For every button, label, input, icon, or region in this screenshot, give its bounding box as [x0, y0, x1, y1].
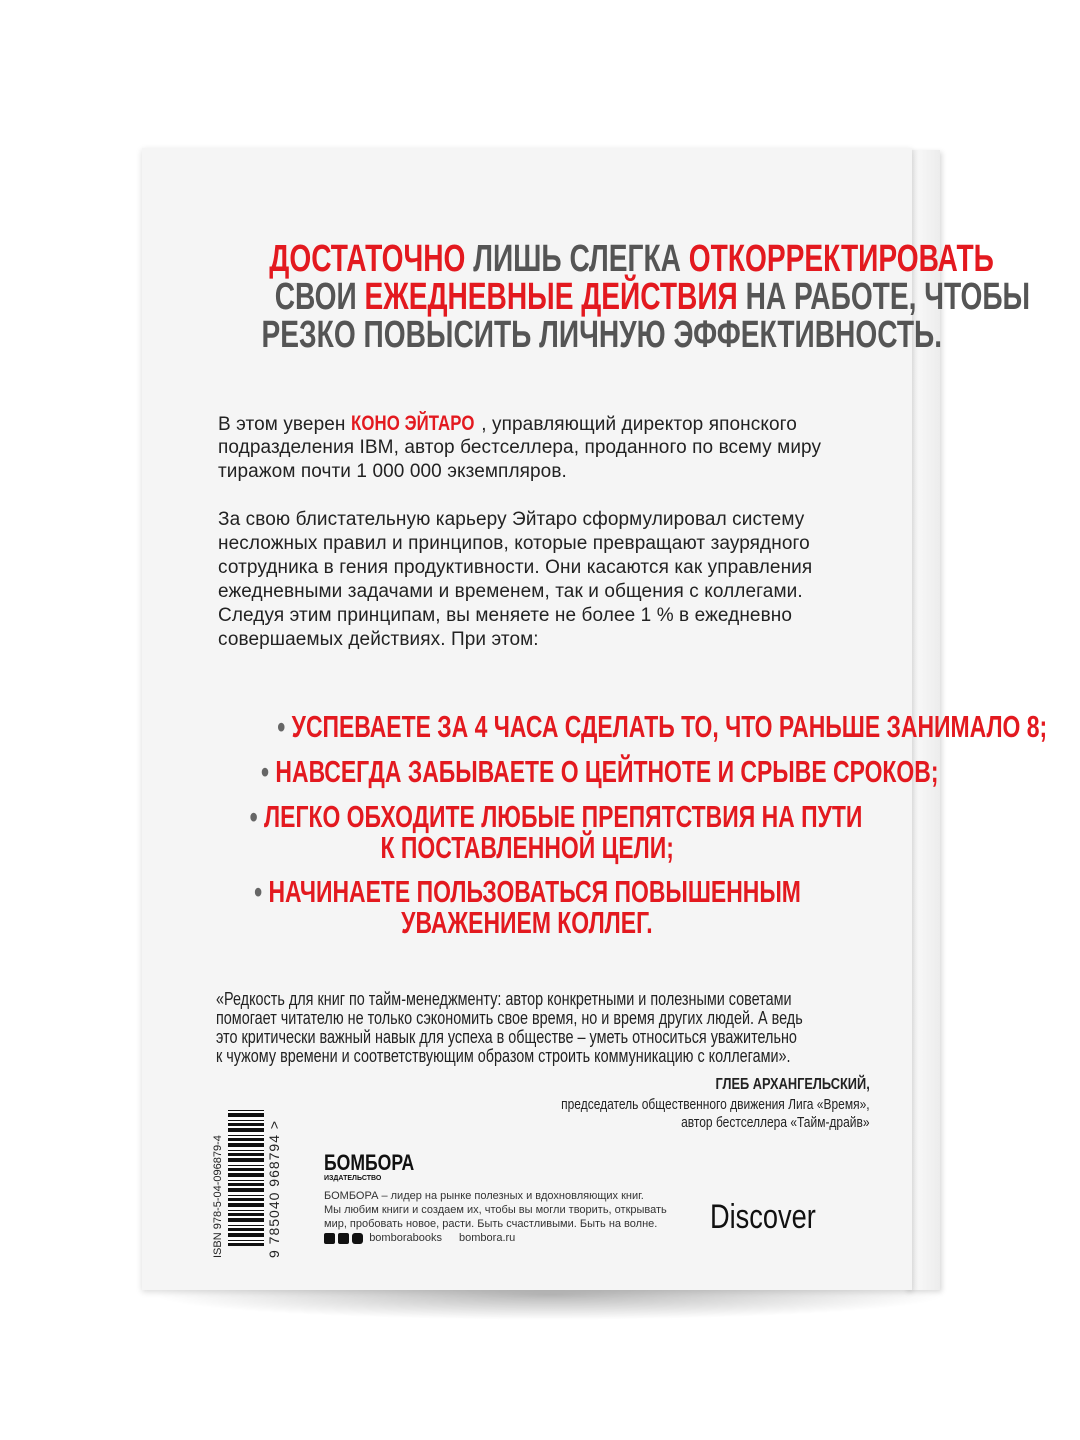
- publisher-sub: ИЗДАТЕЛЬСТВО: [324, 1175, 382, 1182]
- text: В этом уверен: [218, 414, 351, 435]
- discover-logo: [710, 1198, 842, 1237]
- bullet-text: ЛЕГКО ОБХОДИТЕ ЛЮБЫЕ ПРЕПЯТСТВИЯ НА ПУТИ: [264, 799, 863, 834]
- publisher-contacts: [324, 1232, 515, 1244]
- website: bombora.ru: [459, 1232, 516, 1244]
- bullet-text: К ПОСТАВЛЕННОЙ ЦЕЛИ;: [380, 830, 674, 865]
- text: помогает читателю не только сэкономить свое время, но и время других людей. А ведь: [216, 1008, 803, 1028]
- headline-gray: СВОИ: [274, 276, 365, 318]
- bullet-mark: •: [253, 874, 262, 909]
- attribution-role: [484, 1096, 870, 1113]
- text: Discover: [710, 1198, 816, 1236]
- headline-red: ЕЖЕДНЕВНЫЕ ДЕЙСТВИЯ: [364, 276, 738, 318]
- headline-line-2: [142, 276, 1031, 319]
- barcode-digits: 9 785040 968794 >: [266, 1119, 282, 1258]
- headline-gray: ЛИШЬ СЛЕГКА: [465, 238, 689, 280]
- text: к чужому времени и соответствующим образом строить коммуникацию с коллегами».: [216, 1046, 791, 1066]
- attribution-role: [634, 1114, 870, 1131]
- headline-line-3: [142, 314, 943, 357]
- para2-line: несложных правил и принципов, которые превращают заурядного: [218, 533, 810, 554]
- para2-line: Следуя этим принципам, вы меняете не более 1 % в ежедневно: [218, 605, 793, 626]
- bullet-text: УСПЕВАЕТЕ ЗА 4 ЧАСА СДЕЛАТЬ ТО, ЧТО РАНЬШЕ ЗАНИМАЛО 8;: [291, 709, 1048, 744]
- text: автор бестселлера «Тайм-драйв»: [681, 1114, 870, 1131]
- barcode: [212, 1108, 282, 1258]
- headline-gray: НА РАБОТЕ, ЧТОБЫ: [737, 276, 1031, 318]
- quote-line: [216, 989, 935, 1010]
- bullet-item: [142, 754, 939, 790]
- headline-red: ДОСТАТОЧНО: [269, 238, 466, 280]
- para1-line: тиражом почти 1 000 000 экземпляров.: [218, 461, 567, 482]
- author-name: КОНО ЭЙТАРО: [350, 412, 475, 435]
- publisher-desc: мир, пробовать новое, расти. Быть счастливыми. Быть на волне.: [324, 1218, 658, 1230]
- headline-line-1: [142, 238, 994, 281]
- bullet-item: [142, 709, 1048, 745]
- bullet-text-cont: [142, 830, 912, 866]
- headline-red: ОТКОРРЕКТИРОВАТЬ: [688, 238, 994, 280]
- bullet-mark: •: [277, 709, 286, 744]
- text: это критически важный навык для успеха в обществе – уметь относиться уважительно: [216, 1027, 797, 1047]
- isbn-text: ISBN 978-5-04-096879-4: [212, 1135, 224, 1258]
- attribution-name: [677, 1076, 870, 1094]
- bullet-mark: •: [261, 754, 270, 789]
- social-handle: bomborabooks: [369, 1232, 442, 1244]
- para2-line: совершаемых действиях. При этом:: [218, 629, 539, 650]
- text: БОМБОРА: [324, 1150, 415, 1175]
- para1-line: подразделения IBM, автор бестселлера, проданного по всему миру: [218, 437, 822, 458]
- para2-line: ежедневными задачами и временем, так и общения с коллегами.: [218, 581, 803, 602]
- bullet-text: НАЧИНАЕТЕ ПОЛЬЗОВАТЬСЯ ПОВЫШЕННЫМ: [268, 874, 801, 909]
- bullet-text: НАВСЕГДА ЗАБЫВАЕТЕ О ЦЕЙТНОТЕ И СРЫВЕ СРОКОВ;: [275, 754, 939, 789]
- book-back-cover: [142, 148, 1048, 1290]
- quote-line: [216, 1046, 934, 1067]
- publisher-desc: БОМБОРА – лидер на рынке полезных и вдохновляющих книг.: [324, 1190, 644, 1202]
- publisher-logo: [324, 1150, 437, 1176]
- bullet-text: УВАЖЕНИЕМ КОЛЛЕГ.: [401, 905, 653, 940]
- facebook-icon: [324, 1233, 335, 1244]
- bullet-text-cont: [142, 905, 912, 941]
- para1-line: [218, 412, 797, 436]
- text: председатель общественного движения Лига «Время»,: [561, 1096, 870, 1113]
- text: , управляющий директор японского: [481, 414, 797, 435]
- para2-line: За свою блистательную карьеру Эйтаро сформулировал систему: [218, 509, 805, 530]
- text: ГЛЕБ АРХАНГЕЛЬСКИЙ,: [715, 1076, 870, 1093]
- instagram-icon: [352, 1233, 363, 1244]
- quote-line: [216, 1008, 949, 1029]
- publisher-desc: Мы любим книги и создаем их, чтобы вы могли творить, открывать: [324, 1204, 667, 1216]
- bullet-mark: •: [249, 799, 258, 834]
- para2-line: сотрудника в гения продуктивности. Они касаются как управления: [218, 557, 813, 578]
- barcode-bars: [228, 1110, 264, 1246]
- quote-line: [216, 1027, 942, 1048]
- headline-text: РЕЗКО ПОВЫСИТЬ ЛИЧНУЮ ЭФФЕКТИВНОСТЬ.: [261, 314, 943, 356]
- text: «Редкость для книг по тайм-менеджменту: автор конкретными и полезными советами: [216, 989, 792, 1009]
- vk-icon: [338, 1233, 349, 1244]
